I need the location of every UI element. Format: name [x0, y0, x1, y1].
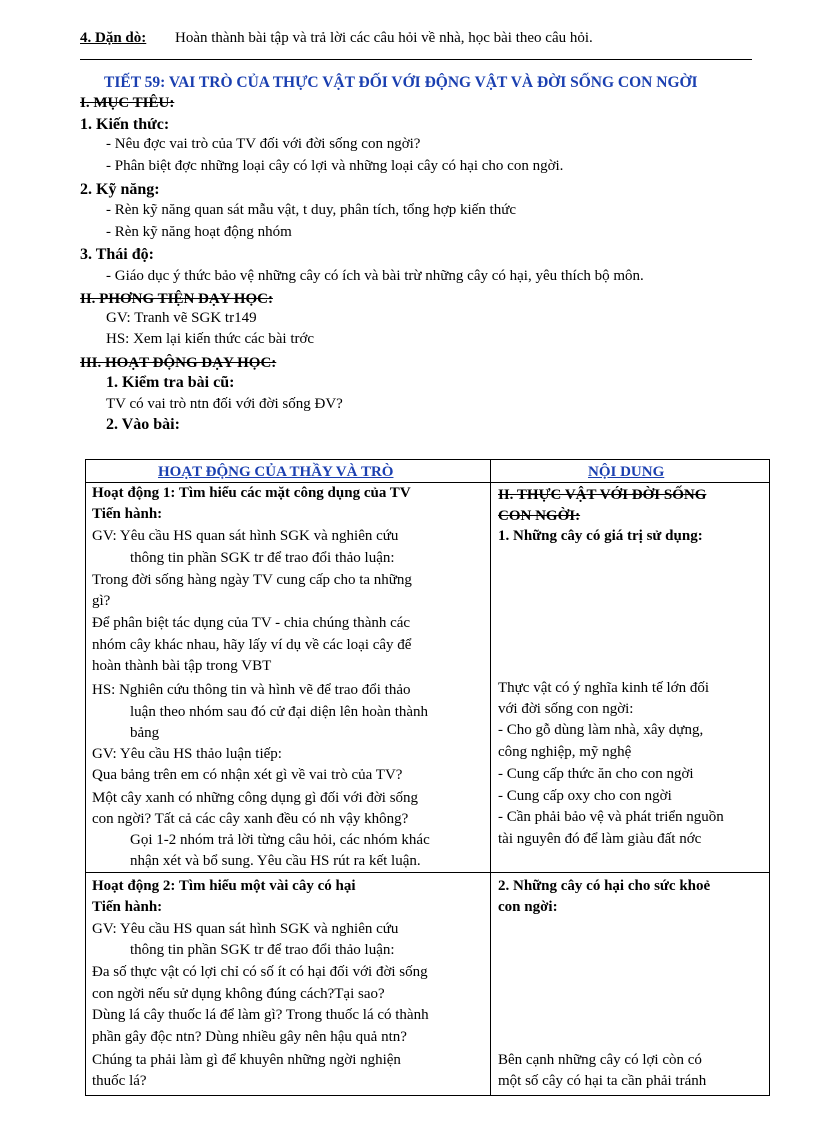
cell-line: Gọi 1-2 nhóm trả lời từng câu hỏi, các nhóm khác — [130, 832, 430, 848]
step1-text: TV có vai trò ntn đối với đời sống ĐV? — [106, 396, 343, 412]
table-border-bottom — [85, 1095, 770, 1096]
knowledge-item: - Nêu đợc vai trò của TV đối với đời sống con ngời? — [106, 136, 421, 152]
cell-line: thông tin phần SGK tr để trao đổi thảo luận: — [130, 942, 395, 958]
step1-heading: 1. Kiểm tra bài cũ: — [106, 374, 235, 391]
cell-line: luận theo nhóm sau đó cử đại diện lên hoàn thành — [130, 704, 429, 720]
lesson-title: TIẾT 59: VAI TRÒ CỦA THỰC VẬT ĐỐI VỚI ĐỘNG VẬT VÀ ĐỜI SỐNG CON NGỜI — [104, 74, 698, 91]
cell-line: thông tin phần SGK tr để trao đổi thảo luận: — [130, 550, 395, 566]
section1-heading: I. MỤC TIÊU: — [80, 95, 175, 111]
step2-heading: 2. Vào bài: — [106, 416, 180, 433]
attitude-heading: 3. Thái độ: — [80, 246, 154, 263]
cell-line: Chúng ta phải làm gì để khuyên những ngời nghiện — [92, 1052, 401, 1068]
content-subheading: 1. Những cây có giá trị sử dụng: — [498, 528, 703, 544]
table-border-top — [85, 459, 770, 460]
cell-line: GV: Yêu cầu HS quan sát hình SGK và nghiên cứu — [92, 528, 399, 544]
cell-line: hoàn thành bài tập trong VBT — [92, 658, 272, 674]
content-subheading: 2. Những cây có hại cho sức khoẻ — [498, 878, 711, 894]
content-line: công nghiệp, mỹ nghệ — [498, 744, 632, 760]
cell-line: HS: Nghiên cứu thông tin và hình vẽ để trao đổi thảo — [92, 682, 411, 698]
attitude-item: - Giáo dục ý thức bảo vệ những cây có ích và bài trừ những cây có hại, yêu thích bộ môn. — [106, 268, 644, 284]
table-border-right — [769, 459, 770, 1095]
cell-line: thuốc lá? — [92, 1073, 147, 1089]
cell-line: nhận xét và bổ sung. Yêu cầu HS rút ra kết luận. — [130, 853, 421, 869]
activity2-title: Hoạt động 2: Tìm hiểu một vài cây có hại — [92, 878, 356, 894]
content-line: tài nguyên đó để làm giàu đất nớc — [498, 831, 702, 847]
activity1-title: Hoạt động 1: Tìm hiểu các mặt công dụng của TV — [92, 485, 411, 501]
cell-line: phần gây độc ntn? Dùng nhiều gây nên hậu quả ntn? — [92, 1029, 407, 1045]
content-line: - Cung cấp thức ăn cho con ngời — [498, 766, 694, 782]
cell-line: Trong đời sống hàng ngày TV cung cấp cho ta những — [92, 572, 412, 588]
section2-gv: GV: Tranh vẽ SGK tr149 — [106, 310, 257, 326]
section2-heading: II. PHƠNG TIỆN DẠY HỌC: — [80, 291, 273, 307]
knowledge-item: - Phân biệt đợc những loại cây có lợi và những loại cây có hại cho con ngời. — [106, 158, 564, 174]
cell-line: con ngời? Tất cả các cây xanh đều có nh vậy không? — [92, 811, 409, 827]
col-header-activities: HOẠT ĐỘNG CỦA THẦY VÀ TRÒ — [158, 464, 394, 480]
cell-line: Một cây xanh có những công dụng gì đối với đời sống — [92, 790, 419, 806]
content-heading-cont: CON NGỜI: — [498, 508, 581, 524]
skills-heading: 2. Kỹ năng: — [80, 181, 160, 198]
skills-item: - Rèn kỹ năng hoạt động nhóm — [106, 224, 292, 240]
activity2-step: Tiến hành: — [92, 899, 163, 915]
knowledge-heading: 1. Kiến thức: — [80, 116, 170, 133]
section2-hs: HS: Xem lại kiến thức các bài trớc — [106, 331, 315, 347]
section3-heading: III. HOẠT ĐỘNG DẠY HỌC: — [80, 355, 277, 371]
cell-line: Đa số thực vật có lợi chỉ có số ít có hại đối với đời sống — [92, 964, 428, 980]
content-line: Bên cạnh những cây có lợi còn có — [498, 1052, 702, 1068]
cell-line: GV: Yêu cầu HS quan sát hình SGK và nghiên cứu — [92, 921, 399, 937]
content-line: với đời sống con ngời: — [498, 701, 634, 717]
content-line: - Cung cấp oxy cho con ngời — [498, 788, 672, 804]
content-heading: II. THỰC VẬT VỚI ĐỜI SỐNG — [498, 487, 707, 503]
content-line: - Cần phải bảo vệ và phát triển nguồn — [498, 809, 724, 825]
cell-line: bảng — [130, 725, 160, 741]
table-column-divider — [490, 459, 491, 1095]
activity1-step: Tiến hành: — [92, 506, 163, 522]
cell-line: Qua bảng trên em có nhận xét gì về vai trò của TV? — [92, 767, 403, 783]
content-line: Thực vật có ý nghĩa kinh tế lớn đối — [498, 680, 710, 696]
skills-item: - Rèn kỹ năng quan sát mẫu vật, t duy, phân tích, tổng hợp kiến thức — [106, 202, 517, 218]
col-header-content: NỘI DUNG — [588, 464, 665, 480]
table-border-left — [85, 459, 86, 1095]
cell-line: con ngời nếu sử dụng không đúng cách?Tại sao? — [92, 986, 385, 1002]
cell-line: nhóm cây khác nhau, hãy lấy ví dụ về các loại cây để — [92, 637, 412, 653]
header-divider — [80, 59, 752, 60]
content-subheading-cont: con ngời: — [498, 899, 558, 915]
table-row-divider — [85, 872, 770, 873]
cell-line: gì? — [92, 593, 111, 609]
cell-line: Để phân biệt tác dụng của TV - chia chúng thành các — [92, 615, 411, 631]
content-line: - Cho gỗ dùng làm nhà, xây dựng, — [498, 722, 704, 738]
cell-line: GV: Yêu cầu HS thảo luận tiếp: — [92, 746, 282, 762]
homework-text: Hoàn thành bài tập và trả lời các câu hỏi về nhà, học bài theo câu hỏi. — [175, 30, 593, 46]
homework-label: 4. Dặn dò: — [80, 30, 147, 46]
cell-line: Dùng lá cây thuốc lá để làm gì? Trong thuốc lá có thành — [92, 1007, 429, 1023]
content-line: một số cây có hại ta cần phải tránh — [498, 1073, 707, 1089]
